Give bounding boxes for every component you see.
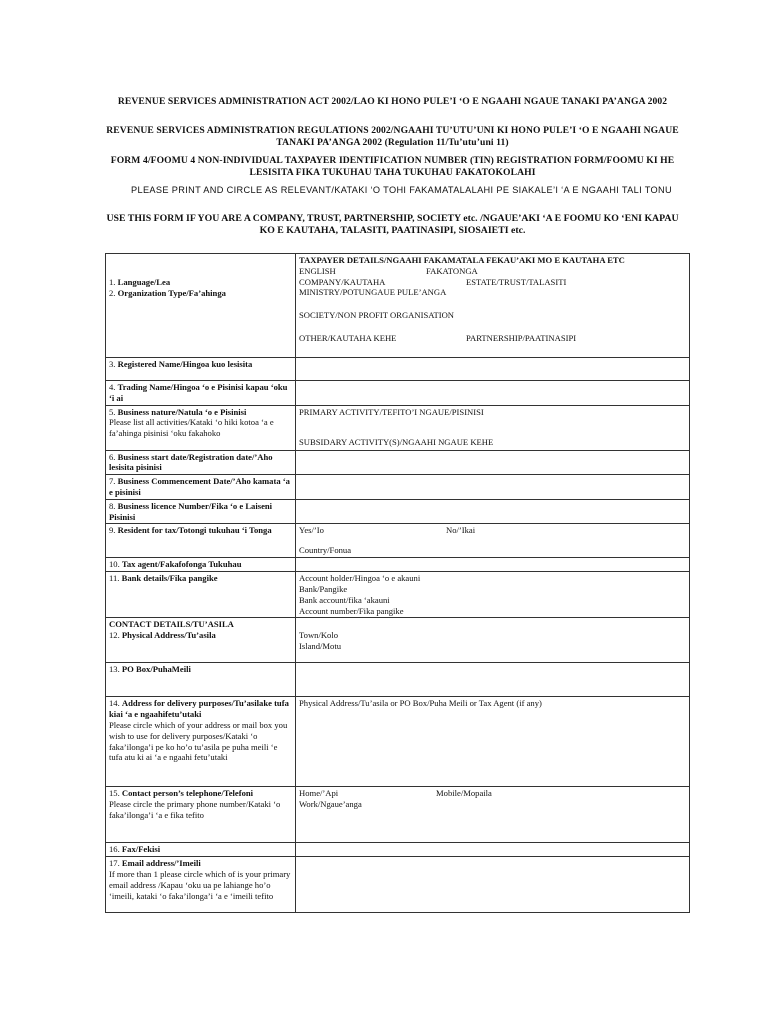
tax-agent-field[interactable] xyxy=(296,558,690,572)
q17-label: 17. Email address/’Imeili If more than 1 please circle which of is your primary email address /Kapau ‘oku ua pe lahiange ho’o ‘imeili, kataki ‘o faka’ilonga’i ‘a e ‘imeili tefito xyxy=(106,857,296,913)
table-row xyxy=(106,787,690,843)
option-fakatonga[interactable]: FAKATONGA xyxy=(426,265,478,276)
bank-line-holder: Account holder/Hingoa ‘o e akauni xyxy=(299,573,421,584)
table-row xyxy=(106,405,690,450)
table-row xyxy=(106,499,690,524)
q10-label: 10. Tax agent/Fakafofonga Tukuhau xyxy=(106,558,296,572)
table-row xyxy=(106,254,690,358)
physical-address-field[interactable] xyxy=(296,618,690,663)
fax-field[interactable] xyxy=(296,843,690,857)
registered-name-field[interactable] xyxy=(296,358,690,381)
q2-label: 2. Organization Type/Fa’ahinga xyxy=(109,287,226,298)
commencement-date-field[interactable] xyxy=(296,475,690,500)
telephone-field[interactable] xyxy=(296,787,690,843)
table-row xyxy=(106,572,690,618)
table-row xyxy=(106,618,690,663)
registration-table xyxy=(105,253,690,913)
delivery-options[interactable]: Physical Address/Tu’asila or PO Box/Puha Meili or Tax Agent (if any) xyxy=(299,698,542,709)
q4-label: 4. Trading Name/Hingoa ‘o e Pisinisi kapau ‘oku ‘i ai xyxy=(106,381,296,406)
bank-details-field[interactable] xyxy=(296,572,690,618)
q8-label: 8. Business licence Number/Fika ‘o e Laiseni Pisinisi xyxy=(106,499,296,524)
licence-number-field[interactable] xyxy=(296,499,690,524)
table-row xyxy=(106,450,690,475)
option-partnership[interactable]: PARTNERSHIP/PAATINASIPI xyxy=(466,332,577,343)
q5-note: Please list all activities/Kataki ‘o hiki kotoa ‘a e fa’ahinga pisinisi ‘oku fakahoko xyxy=(109,417,274,439)
option-society[interactable]: SOCIETY/NON PROFIT ORGANISATION xyxy=(299,310,455,321)
option-company[interactable]: COMPANY/KAUTAHA xyxy=(299,276,386,287)
org-type-options-3 xyxy=(299,333,686,344)
option-yes[interactable]: Yes/’Io xyxy=(299,525,324,536)
delivery-address-field[interactable] xyxy=(296,697,690,787)
table-row xyxy=(106,843,690,857)
option-other[interactable]: OTHER/KAUTAHA KEHE xyxy=(299,332,397,343)
q9-label: 9. Resident for tax/Totongi tukuhau ‘i Tonga xyxy=(106,524,296,558)
print-instruction: PLEASE PRINT AND CIRCLE AS RELEVANT/KATAKI ‘O TOHI FAKAMATALALAHI PE SIAKALE’I ‘A E NGAAHI TALI TONU xyxy=(131,185,672,195)
option-ministry[interactable]: MINISTRY/POTUNGAUE PULE’ANGA xyxy=(299,287,447,298)
bank-line-account: Bank account/fika ‘akauni xyxy=(299,594,390,605)
table-row xyxy=(106,381,690,406)
q3-label: 3. Registered Name/Hingoa kuo lesisita xyxy=(106,358,296,381)
resident-field[interactable] xyxy=(296,524,690,558)
q14-note: Please circle which of your address or mail box you wish to use for delivery purposes/Kataki ‘o faka’ilonga’i pe ko ho’o tu’asila pe puha meili ‘e tufa atu ki ai ‘a e ngaahi fetu’utaki xyxy=(109,719,288,763)
q12-label: CONTACT DETAILS/TU’ASILA 12. Physical Address/Tu’asila xyxy=(106,618,296,663)
q1-label: 1. Language/Lea xyxy=(109,277,171,287)
business-nature-field[interactable] xyxy=(296,405,690,450)
island-label: Island/Motu xyxy=(299,641,342,652)
town-label: Town/Kolo xyxy=(299,630,339,641)
option-work[interactable]: Work/Ngaue’anga xyxy=(299,799,362,810)
option-estate-trust[interactable]: ESTATE/TRUST/TALASITI xyxy=(466,276,567,287)
trading-name-field[interactable] xyxy=(296,381,690,406)
table-row xyxy=(106,558,690,572)
po-box-field[interactable] xyxy=(296,663,690,697)
q15-label: 15. Contact person’s telephone/Telefoni Please circle the primary phone number/Kataki ‘o faka’ilonga’i ‘a e fika tefito xyxy=(106,787,296,843)
q5-label: 5. Business nature/Natula ‘o e Pisinisi Please list all activities/Kataki ‘o hiki kotoa ‘a e fa’ahinga pisinisi ‘oku fakahoko xyxy=(106,405,296,450)
q16-label: 16. Fax/Fekisi xyxy=(106,843,296,857)
phone-options xyxy=(299,788,686,799)
table-row xyxy=(106,697,690,787)
resident-options xyxy=(299,525,686,536)
start-date-field[interactable] xyxy=(296,450,690,475)
q7-label: 7. Business Commencement Date/’Aho kamata ‘a e pisinisi xyxy=(106,475,296,500)
form-title: FORM 4/FOOMU 4 NON-INDIVIDUAL TAXPAYER IDENTIFICATION NUMBER (TIN) REGISTRATION FORM/FOOMU KI HE LESISITA FIKA TUKUHAU TAHA TUKUHAU FAKATOKOLAHI xyxy=(110,155,675,178)
contact-details-heading: CONTACT DETAILS/TU’ASILA xyxy=(109,619,234,630)
q14-label: 14. Address for delivery purposes/Tu’asilake tufa kiai ‘a e ngaahifetu’utaki Please circle which of your address or mail box you wish to use for delivery purposes/Kataki ‘o faka’ilonga’i pe ko ho’o tu’asila pe puha meili ‘e tufa atu ki ai ‘a e ngaahi fetu’utaki xyxy=(106,697,296,787)
email-field[interactable] xyxy=(296,857,690,913)
primary-activity-label: PRIMARY ACTIVITY/TEFITO’I NGAUE/PISINISI xyxy=(299,406,484,417)
language-options xyxy=(299,266,686,277)
country-label: Country/Fonua xyxy=(299,545,352,556)
q6-label: 6. Business start date/Registration date/’Aho lesisita pisinisi xyxy=(106,450,296,475)
label-cell xyxy=(106,254,296,358)
table-row xyxy=(106,663,690,697)
option-home[interactable]: Home/’Api xyxy=(299,788,339,799)
bank-line-number: Account number/Fika pangike xyxy=(299,605,404,616)
taxpayer-details-heading: TAXPAYER DETAILS/NGAAHI FAKAMATALA FEKAU’AKI MO E KAUTAHA ETC xyxy=(299,255,625,265)
act-heading: REVENUE SERVICES ADMINISTRATION ACT 2002/LAO KI HONO PULE’I ‘O E NGAAHI NGAUE TANAKI PA’ANGA 2002 xyxy=(117,96,668,107)
q17-note: If more than 1 please circle which of is your primary email address /Kapau ‘oku ua pe lahiange ho’o ‘imeili, kataki ‘o faka’ilonga’i ‘a e ‘imeili tefito xyxy=(109,868,291,901)
table-row xyxy=(106,358,690,381)
option-english[interactable]: ENGLISH xyxy=(299,265,336,276)
regulations-heading: REVENUE SERVICES ADMINISTRATION REGULATIONS 2002/NGAAHI TU’UTU’UNI KI HONO PULE’I ‘O E NGAAHI NGAUE TANAKI PA’ANGA 2002 (Regulation 11/Tu’utu’uni 11) xyxy=(106,125,679,148)
q13-label: 13. PO Box/PuhaMeili xyxy=(106,663,296,697)
use-notice: USE THIS FORM IF YOU ARE A COMPANY, TRUST, PARTNERSHIP, SOCIETY etc. /NGAUE’AKI ‘A E FOOMU KO ‘ENI KAPAU KO E KAUTAHA, TALASITI, PAATINASIPI, SIOSAIETI etc. xyxy=(106,213,679,236)
bank-line-bank: Bank/Pangike xyxy=(299,583,348,594)
table-row xyxy=(106,475,690,500)
table-row xyxy=(106,857,690,913)
option-mobile[interactable]: Mobile/Mopaila xyxy=(436,788,492,799)
option-no[interactable]: No/’Ikai xyxy=(446,525,476,536)
value-cell[interactable] xyxy=(296,254,690,358)
org-type-options-1 xyxy=(299,277,686,288)
q15-note: Please circle the primary phone number/Kataki ‘o faka’ilonga’i ‘a e fika tefito xyxy=(109,799,281,820)
q11-label: 11. Bank details/Fika pangike xyxy=(106,572,296,618)
table-row xyxy=(106,524,690,558)
subsidiary-activity-label: SUBSIDARY ACTIVITY(S)/NGAAHI NGAUE KEHE xyxy=(299,437,494,448)
